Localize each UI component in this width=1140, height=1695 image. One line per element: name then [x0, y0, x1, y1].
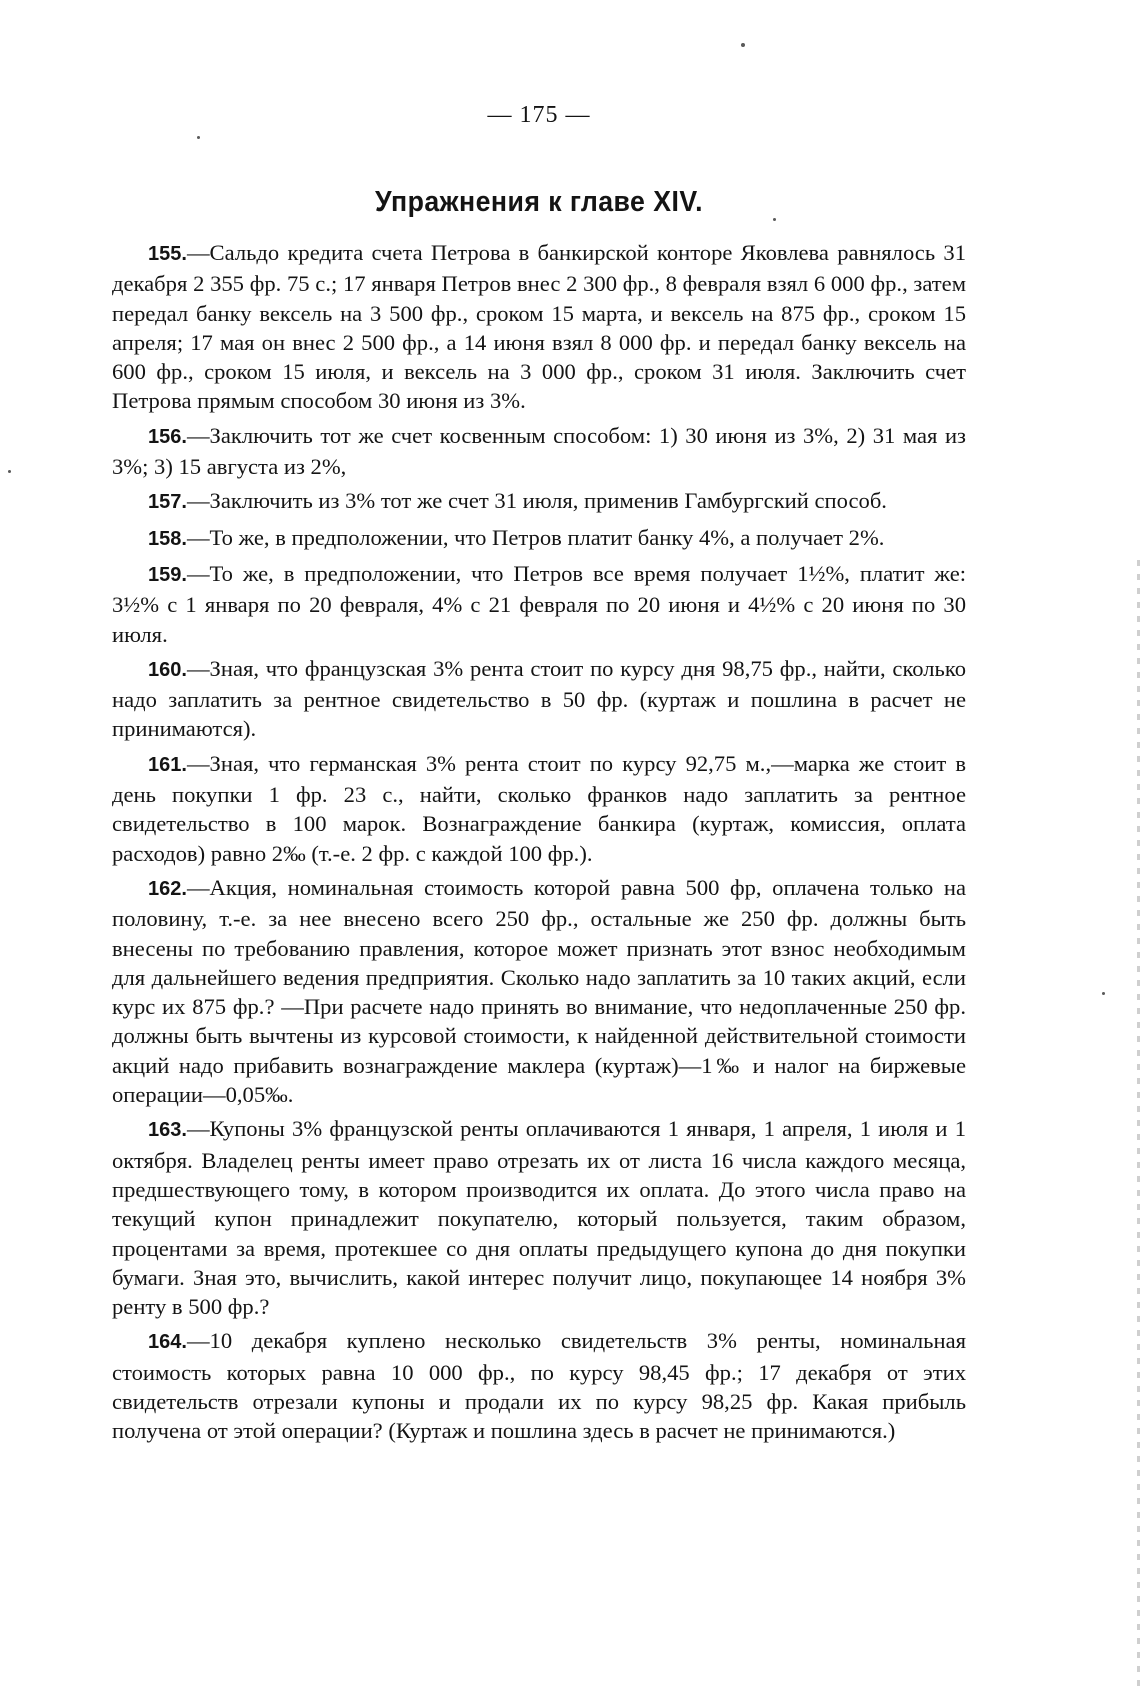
- exercise-number: 163.: [148, 1119, 187, 1142]
- exercise-text: —Сальдо кредита счета Петрова в банкирской конторе Яковлева равнялось 31 декабря 2 355 фр. 75 с.; 17 января Петров внес 2 300 фр., 8 февраля взял 6 000 фр., затем передал банку вексель на 3 500 фр., сроком 15 марта, и вексель на 875 фр., сроком 15 апреля; 17 мая он внес 2 500 фр., а 14 июня взял 8 000 фр. и передал банку вексель на 600 фр., сроком 15 июля, и вексель на 3 000 фр., сроком 31 июля. Заключить счет Петрова прямым способом 30 июня из 3%.: [112, 240, 966, 414]
- exercise-number: 158.: [148, 527, 187, 550]
- exercise-text: —Зная, что германская 3% рента стоит по курсу 92,75 м.,—марка же стоит в день покупки 1 фр. 23 с., найти, сколько франков надо заплатить за рентное свидетельство в 100 марок. Вознаграждение банкира (куртаж, комиссия, оплата расходов) равно 2‰ (т.-е. 2 фр. с каждой 100 фр.).: [112, 750, 966, 866]
- scan-speck: [8, 470, 11, 473]
- exercise-text: —Заключить тот же счет косвенным способом: 1) 30 июня из 3%, 2) 31 мая из 3%; 3) 15 августа из 2%,: [112, 422, 966, 480]
- exercise-text: —То же, в предположении, что Петров платит банку 4%, а получает 2%.: [186, 524, 885, 550]
- exercise-text: —Купоны 3% французской ренты оплачиваются 1 января, 1 апреля, 1 июля и 1 октября. Владелец ренты имеет право отрезать их от листа 16 числа каждого месяца, предшествующего тому, в котором производится их оплата. До этого числа право на текущий купон принадлежит покупателю, который пользуется, таким образом, процентами за время, протекшее со дня оплаты предыдущего купона до дня покупки бумаги. Зная это, вычислить, какой интерес получит лицо, покупающее 14 ноября 3% ренту в 500 фр.?: [112, 1116, 966, 1320]
- document-page: [112, 100, 966, 1451]
- scan-speck: [1102, 992, 1105, 995]
- exercise-155: [112, 238, 966, 416]
- exercise-159: [112, 559, 966, 649]
- exercise-158: [112, 523, 966, 554]
- exercise-text: —10 декабря куплено несколько свидетельств 3% ренты, номинальная стоимость которых равна 10 000 фр., по курсу 98,45 фр.; 17 декабря от этих свидетельств отрезали купоны и продали их по курсу 98,25 фр. Какая прибыль получена от этой операции? (Куртаж и пошлина здесь в расчет не принимаются.): [112, 1328, 966, 1444]
- exercise-number: 159.: [148, 563, 187, 586]
- exercise-number: 162.: [148, 877, 187, 900]
- exercise-text: —То же, в предположении, что Петров все время получает 1½%, платит же: 3½% с 1 января по 20 февраля, 4% с 21 февраля по 20 июня и 4½% с 20 июня по 30 июля.: [112, 560, 966, 647]
- exercise-160: [112, 654, 966, 744]
- exercise-text: —Акция, номинальная стоимость которой равна 500 фр, оплачена только на половину, т.-е. за нее внесено всего 250 фр., остальные же 250 фр. должны быть внесены по требованию правления, которое может признать этот взнос необходимым для дальнейшего ведения предприятия. Сколько надо заплатить за 10 таких акций, если курс их 875 фр.? —При расчете надо принять во внимание, что недоплаченные 250 фр. должны быть вычтены из курсовой стоимости, к найденной действительной стоимости акций надо прибавить вознаграждение маклера (куртаж)—1‰ и налог на биржевые операции—0,05‰.: [112, 874, 966, 1108]
- exercise-number: 155.: [148, 243, 187, 265]
- scan-speck: [741, 43, 745, 47]
- exercise-number: 156.: [148, 425, 187, 448]
- exercise-161: [112, 749, 966, 868]
- exercise-157: [112, 486, 966, 517]
- exercise-text: —Заключить из 3% тот же счет 31 июля, применив Гамбургский способ.: [186, 488, 887, 514]
- exercise-162: [112, 873, 966, 1109]
- exercise-number: 157.: [148, 491, 187, 514]
- exercise-number: 164.: [148, 1331, 187, 1354]
- page-number: — 175 —: [487, 102, 591, 128]
- exercise-number: 160.: [148, 658, 187, 681]
- exercise-163: [112, 1114, 966, 1321]
- exercise-156: [112, 421, 966, 482]
- exercise-number: 161.: [148, 753, 187, 776]
- exercise-164: [112, 1326, 966, 1445]
- exercise-text: —Зная, что французская 3% рента стоит по курсу дня 98,75 фр., найти, сколько надо заплатить за рентное свидетельство в 50 фр. (куртаж и пошлина в расчет не принимаются).: [112, 655, 966, 742]
- chapter-title: Упражнения к главе XIV.: [374, 186, 704, 218]
